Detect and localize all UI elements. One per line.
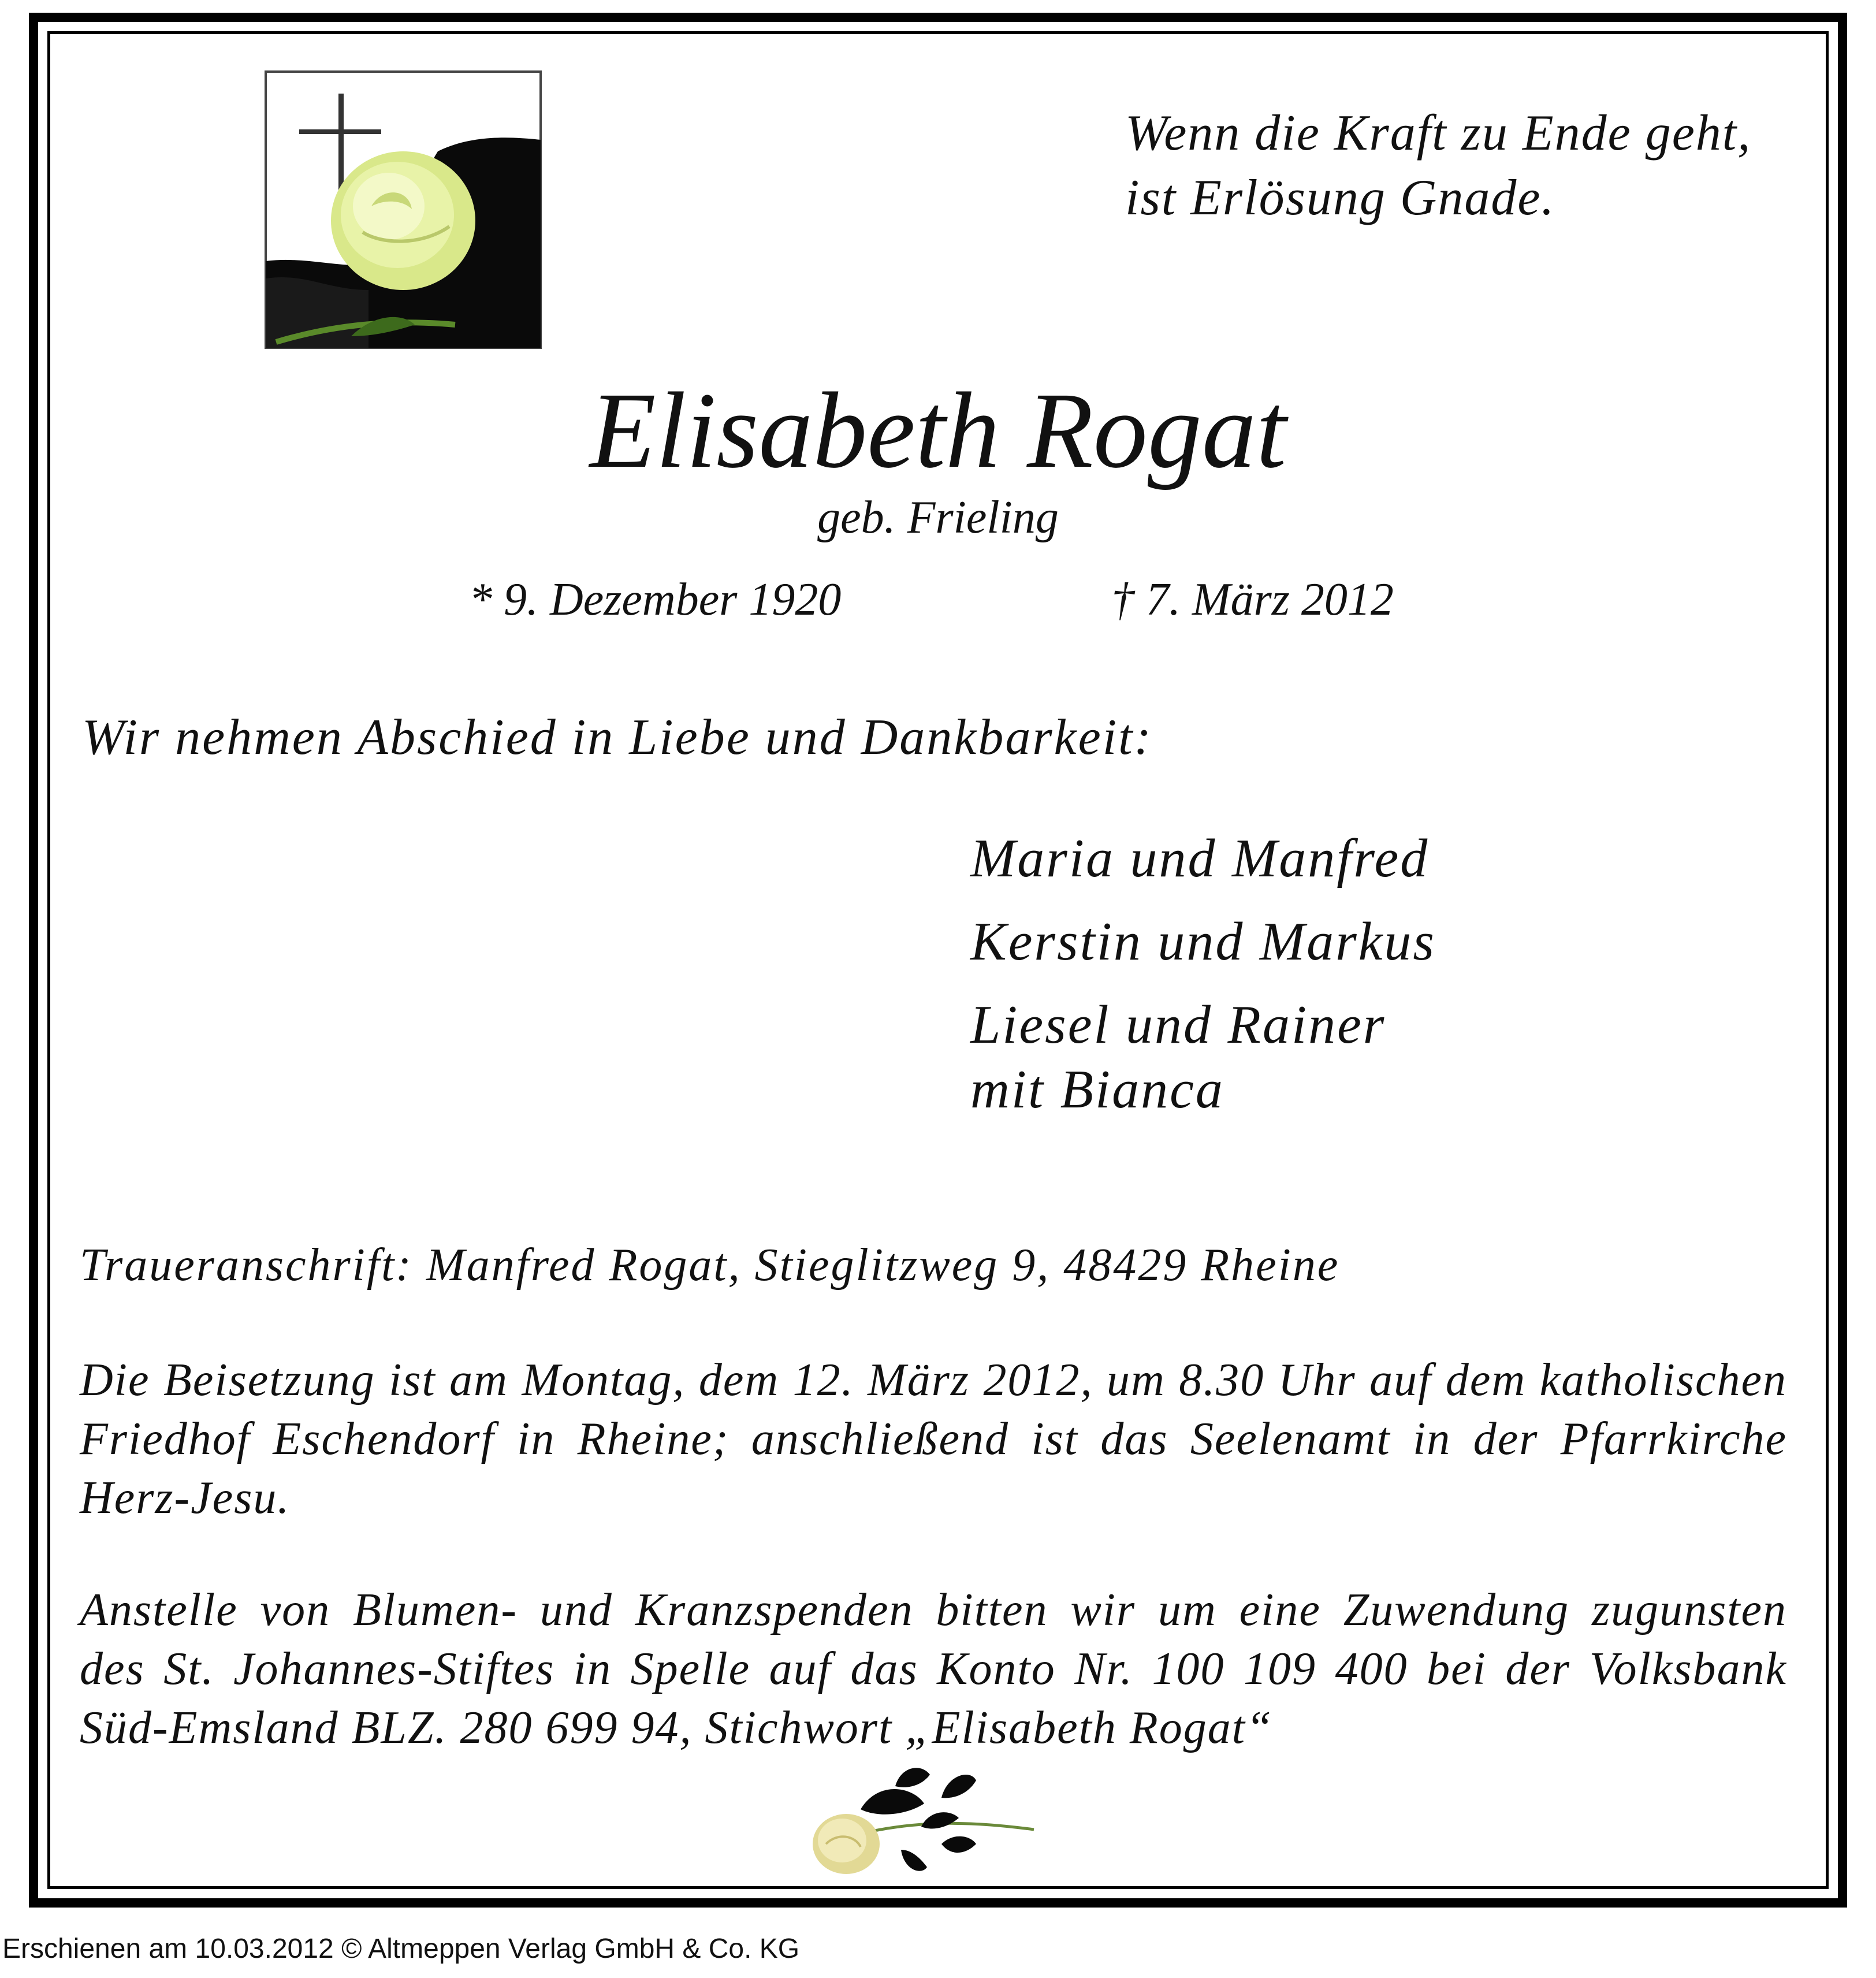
rose-icon bbox=[331, 151, 475, 290]
burial-line-1: Die Beisetzung ist am Montag, dem 12. März 2012, um 8.30 Uhr auf dem katholischen bbox=[80, 1355, 1787, 1406]
donation-line-3: Süd-Emsland BLZ. 280 699 94, Stichwort „Elisabeth Rogat“ bbox=[80, 1702, 1273, 1753]
donation-paragraph bbox=[80, 1581, 1787, 1757]
mourner-line: mit Bianca bbox=[970, 1059, 1224, 1120]
born-name: geb. Frieling bbox=[817, 492, 1059, 543]
publication-footer: Erschienen am 10.03.2012 © Altmeppen Verlag GmbH & Co. KG bbox=[2, 1934, 800, 1964]
donation-line-2: des St. Johannes-Stiftes in Spelle auf das Konto Nr. 100 109 400 bei der Volksbank bbox=[80, 1644, 1787, 1694]
motto-line-1: Wenn die Kraft zu Ende geht, bbox=[1125, 105, 1752, 161]
deceased-name: Elisabeth Rogat bbox=[589, 370, 1287, 490]
mourner-line: Maria und Manfred bbox=[970, 828, 1430, 888]
farewell-text: Wir nehmen Abschied in Liebe und Dankbarkeit: bbox=[82, 709, 1153, 765]
motto bbox=[1125, 101, 1751, 230]
burial-line-3: Herz-Jesu. bbox=[80, 1473, 291, 1523]
mourner-line: Liesel und Rainer bbox=[970, 995, 1386, 1055]
motto-line-2: ist Erlösung Gnade. bbox=[1125, 170, 1555, 226]
rose-decoration-icon bbox=[803, 1763, 1045, 1879]
cross-rose-image bbox=[265, 70, 542, 349]
death-date: † 7. März 2012 bbox=[1111, 574, 1394, 625]
donation-line-1: Anstelle von Blumen- und Kranzspenden bitten wir um eine Zuwendung zugunsten bbox=[80, 1585, 1787, 1635]
mourner-line: Kerstin und Markus bbox=[970, 912, 1436, 972]
birth-date: * 9. Dezember 1920 bbox=[469, 574, 842, 625]
burial-paragraph bbox=[80, 1351, 1787, 1527]
mourning-address: Traueranschrift: Manfred Rogat, Stieglitzweg 9, 48429 Rheine bbox=[80, 1240, 1340, 1291]
burial-line-2: Friedhof Eschendorf in Rheine; anschließend ist das Seelenamt in der Pfarrkirche bbox=[80, 1414, 1787, 1464]
